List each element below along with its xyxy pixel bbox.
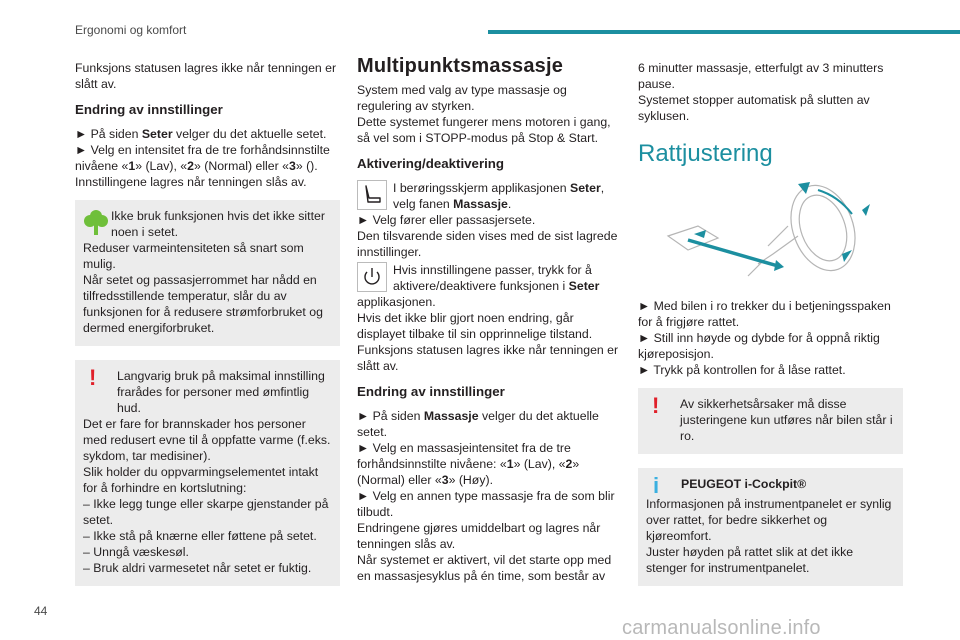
page-number: 44	[34, 604, 48, 618]
paragraph: Innstillingene lagres når tenningen slås av.	[75, 175, 307, 189]
header-accent-bar	[488, 30, 960, 34]
paragraph: applikasjonen.	[357, 295, 436, 309]
warning-box	[75, 360, 340, 586]
step: ► Velg fører eller passasjersete.	[357, 213, 536, 227]
section-heading: Endring av innstillinger	[357, 384, 505, 399]
eco-note-first: Ikke bruk funksjonen hvis det ikke sitter noen i setet.	[111, 209, 325, 239]
info-line: Informasjonen på instrumentpanelet er synlig over rattet, for bedre sikkerhet og kjøreomfort.	[646, 497, 892, 543]
warning-line: Det er fare for brannskader hos personer med redusert evne til å oppfatte varme (f.eks. sykdom, tar medisiner).	[83, 417, 331, 463]
section-heading: Endring av innstillinger	[75, 102, 223, 117]
warning-line: Slik holder du oppvarmingselementet intakt for å forhindre en kortslutning:	[83, 465, 319, 495]
tree-icon	[83, 208, 111, 240]
step: ► På siden Massasje velger du det aktuelle setet.	[357, 409, 599, 439]
column-1	[75, 60, 340, 600]
warning-first: Langvarig bruk på maksimal innstilling frarådes for personer med ømfintlig hud.	[117, 369, 325, 415]
step: ► Velg en massasjeintensitet fra de tre forhåndsinnstilte nivåene: «1» (Lav), «2» (Normal) eller «3» (Høy).	[357, 441, 580, 487]
paragraph: Systemet stopper automatisk på slutten av syklusen.	[638, 93, 870, 123]
running-header: Ergonomi og komfort	[75, 23, 187, 37]
info-line: Juster høyden på rattet slik at det ikke stenger for instrumentpanelet.	[646, 545, 854, 575]
steering-adjustment-illustration	[648, 176, 888, 284]
info-title: PEUGEOT i-Cockpit®	[681, 477, 807, 491]
paragraph: Den tilsvarende siden vises med de sist lagrede innstillinger.	[357, 229, 618, 259]
exclamation-icon: !	[89, 365, 97, 390]
watermark: carmanualsonline.info	[622, 617, 821, 639]
eco-note-box	[75, 200, 340, 346]
icon-instruction: Hvis innstillingene passer, trykk for å aktivere/deaktivere funksjonen i Seter	[357, 262, 622, 294]
paragraph: 6 minutter massasje, etterfulgt av 3 minutters pause.	[638, 61, 884, 91]
paragraph: Hvis det ikke blir gjort noen endring, går displayet tilbake til sin opprinnelige tilstand.	[357, 311, 593, 341]
section-heading: Aktivering/deaktivering	[357, 156, 505, 171]
info-icon: i	[653, 473, 660, 498]
section-title: Multipunktsmassasje	[357, 55, 564, 77]
eco-note-line: Reduser varmeintensiteten så snart som mulig.	[83, 241, 304, 271]
step: ► Trykk på kontrollen for å låse rattet.	[638, 363, 846, 377]
warning-line: – Bruk aldri varmesetet når setet er fuktig.	[83, 561, 312, 575]
paragraph: Endringene gjøres umiddelbart og lagres når tenningen slås av.	[357, 521, 601, 551]
paragraph: Funksjons statusen lagres ikke når tenningen er slått av.	[75, 61, 337, 91]
seat-icon	[357, 180, 387, 210]
warning-line: – Ikke stå på knærne eller føttene på setet.	[83, 529, 317, 543]
step: ► Med bilen i ro trekker du i betjeningsspaken for å frigjøre rattet.	[638, 299, 891, 329]
step: ► På siden Seter velger du det aktuelle setet.	[75, 127, 327, 141]
power-icon	[357, 262, 387, 292]
warning-line: – Ikke legg tunge eller skarpe gjenstander på setet.	[83, 497, 329, 527]
step: ► Velg en intensitet fra de tre forhåndsinnstilte nivåene «1» (Lav), «2» (Normal) eller «3» ().	[75, 143, 330, 173]
eco-note-line: Når setet og passasjerrommet har nådd en tilfredsstillende temperatur, slår du av funksjonen for å redusere strømforbruket og dermed energiforbruket.	[83, 273, 323, 335]
step: ► Velg en annen type massasje fra de som blir tilbudt.	[357, 489, 615, 519]
column-3	[638, 60, 903, 600]
warning-box	[638, 388, 903, 454]
icon-instruction: I berøringsskjerm applikasjonen Seter, velg fanen Massasje.	[357, 180, 622, 212]
step: ► Still inn høyde og dybde for å oppnå riktig kjøreposisjon.	[638, 331, 880, 361]
paragraph: Når systemet er aktivert, vil det starte opp med en massasjesyklus på én time, som består av	[357, 553, 612, 583]
warning-text: Av sikkerhetsårsaker må disse justeringene kun utføres når bilen står i ro.	[680, 397, 893, 443]
exclamation-icon: !	[652, 393, 660, 418]
paragraph: Dette systemet fungerer mens motoren i gang, så vel som i STOPP-modus på Stop & Start.	[357, 115, 611, 145]
column-2	[357, 55, 622, 584]
paragraph: System med valg av type massasje og regulering av styrken.	[357, 83, 567, 113]
warning-line: – Unngå væskesøl.	[83, 545, 189, 559]
section-title: Rattjustering	[638, 140, 773, 167]
paragraph: Funksjons statusen lagres ikke når tenningen er slått av.	[357, 343, 619, 373]
info-box	[638, 468, 903, 586]
